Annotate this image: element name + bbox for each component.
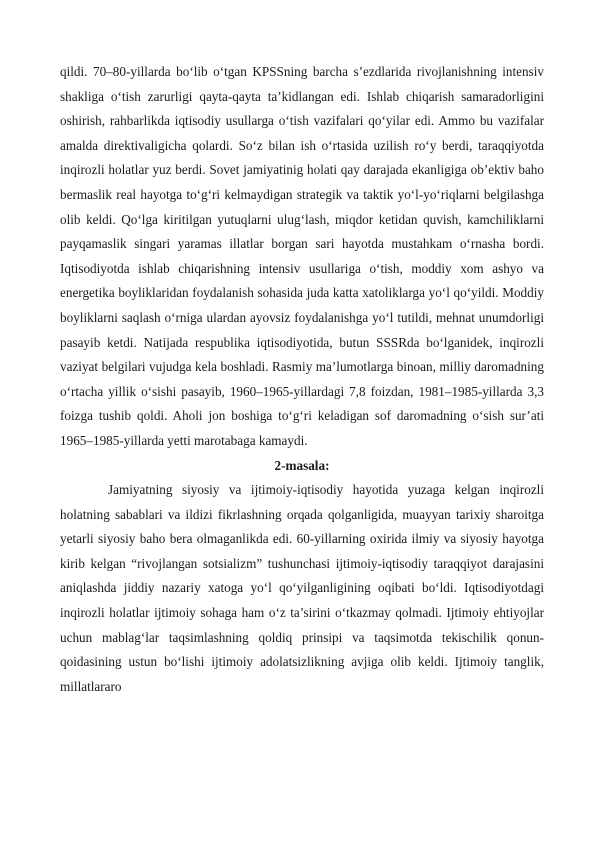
body-paragraph-2: Jamiyatning siyosiy va ijtimoiy-iqtisodiy hayotida yuzaga kelgan inqirozli holatning sabablari va ildizi fikrlashning orqada qolganligida, muayyan tarixiy sharoitga yetarli siyosiy baho bera olmaganlikda edi. 60-yillarning oxirida ilmiy va siyosiy hayotga kirib kelgan “rivojlangan sotsializm” tushunchasi ijtimoiy-iqtisodiy taraqqiyot darajasini aniqlashda jiddiy nazariy xatoga yo‘l qo‘yilganligining oqibati bo‘ldi. Iqtisodiyotdagi inqirozli holatlar ijtimoiy sohaga ham o‘z ta’sirini o‘tkazmay qolmadi. Ijtimoiy ehtiyojlar uchun mablag‘lar taqsimlashning qoldiq prinsipi va taqsimotda tekischilik qonun-qoidasining ustun bo‘lishi ijtimoiy adolatsizlikning avjiga olib keldi. Ijtimoiy tanglik, millatlararo [60, 482, 544, 694]
body-paragraph-1: qildi. 70–80-yillarda bo‘lib o‘tgan KPSSning barcha s’ezdlarida rivojlanishning intensiv shakliga o‘tish zarurligi qayta-qayta ta’kidlangan edi. Ishlab chiqarish samaradorligini oshirish, rahbarlikda iqtisodiy usullarga o‘tish vazifalari qo‘yilar edi. Ammo bu vazifalar amalda direktivaligicha qolardi. So‘z bilan ish o‘rtasida uzilish ro‘y berdi, taraqqiyotda inqirozli holatlar yuz berdi. Sovet jamiyatinig holati qay darajada ekanligiga ob’ektiv baho bermaslik real hayotga to‘g‘ri kelmaydigan strategik va taktik yo‘l-yo‘riqlarni belgilashga olib keldi. Qo‘lga kiritilgan yutuqlarni ulug‘lash, miqdor ketidan quvish, kamchiliklarni payqamaslik singari yaramas illatlar borgan sari hayotda mustahkam o‘rnasha bordi. Iqtisodiyotda ishlab chiqarishning intensiv usullariga o‘tish, moddiy xom ashyo va energetika boyliklaridan foydalanish sohasida juda katta xatoliklarga yo‘l qo‘yildi. Moddiy boyliklarni saqlash o‘rniga ulardan ayovsiz foydalanishga yo‘l tutildi, mehnat unumdorligi pasayib ketdi. Natijada respublika iqtisodiyotida, butun SSSRda bo‘lganidek, inqirozli vaziyat belgilari vujudga kela boshladi. Rasmiy ma’lumotlarga binoan, milliy daromadning o‘rtacha yillik o‘sishi pasayib, 1960–1965-yillardagi 7,8 foizdan, 1981–1985-yillarda 3,3 foizga tushib qoldi. Aholi jon boshiga to‘g‘ri keladigan sof daromadning o‘sish sur’ati 1965–1985-yillarda yetti marotabaga kamaydi. [60, 64, 544, 448]
section-heading: 2-masala: [274, 457, 330, 473]
document-page [60, 60, 544, 699]
